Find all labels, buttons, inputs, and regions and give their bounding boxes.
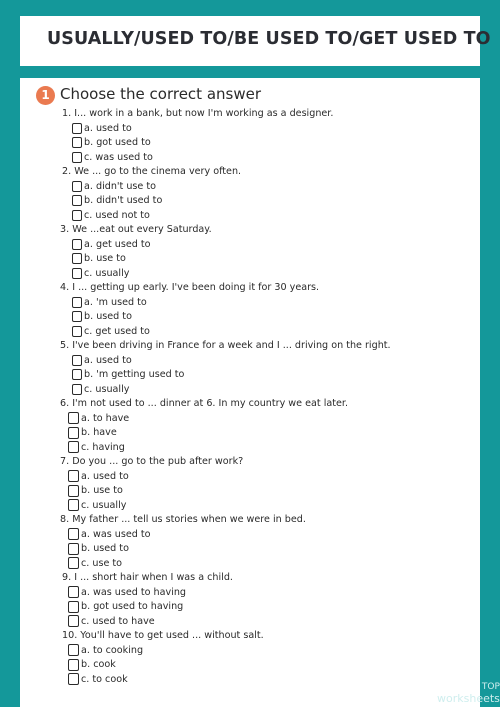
answer-option[interactable]	[72, 368, 184, 382]
answer-label: a. 'm used to	[84, 296, 147, 308]
answer-option[interactable]	[72, 121, 132, 135]
answer-checkbox[interactable]	[72, 326, 82, 337]
answer-label: b. cook	[81, 659, 116, 670]
worksheet-title: USUALLY/USED TO/BE USED TO/GET USED TO	[47, 29, 491, 49]
answer-checkbox[interactable]	[72, 137, 82, 148]
answer-checkbox[interactable]	[68, 557, 79, 569]
answer-label: c. usually	[84, 383, 130, 395]
answer-label: a. to cooking	[81, 644, 144, 656]
answer-option[interactable]	[72, 266, 129, 280]
answer-option[interactable]	[68, 600, 183, 614]
answer-label: b. didn't used to	[84, 195, 163, 206]
answer-checkbox[interactable]	[68, 673, 79, 685]
question-text: 4. I ... getting up early. I've been doing it for 30 years.	[60, 282, 320, 293]
answer-checkbox[interactable]	[68, 427, 79, 439]
question-text: 5. I've been driving in France for a week and I ... driving on the right.	[60, 340, 391, 351]
answer-option[interactable]	[72, 382, 129, 396]
answer-checkbox[interactable]	[68, 586, 79, 598]
answer-checkbox[interactable]	[68, 615, 79, 627]
answer-option[interactable]	[72, 208, 150, 222]
question-text: 1. I... work in a bank, but now I'm working as a designer.	[62, 108, 334, 119]
section-number-badge: 1	[36, 86, 55, 105]
answer-option[interactable]	[68, 469, 129, 483]
answer-option[interactable]	[68, 498, 126, 512]
answer-label: b. use to	[84, 253, 126, 264]
question-text: 3. We ...eat out every Saturday.	[60, 224, 212, 235]
answer-option[interactable]	[72, 237, 151, 251]
question-text: 2. We ... go to the cinema very often.	[62, 166, 242, 177]
answer-label: a. to have	[81, 412, 130, 424]
brand-line-top: TOP	[481, 682, 500, 692]
answer-option[interactable]	[72, 252, 126, 266]
answer-checkbox[interactable]	[68, 412, 79, 424]
answer-option[interactable]	[68, 411, 129, 425]
answer-label: a. used to	[84, 354, 132, 366]
answer-option[interactable]	[68, 527, 151, 541]
answer-label: a. used to	[84, 122, 132, 134]
answer-label: c. to cook	[81, 673, 128, 685]
answer-label: b. used to	[81, 543, 129, 554]
answer-option[interactable]	[72, 324, 150, 338]
answer-checkbox[interactable]	[72, 384, 82, 395]
answer-option[interactable]	[72, 179, 156, 193]
answer-option[interactable]	[72, 295, 147, 309]
answer-checkbox[interactable]	[72, 152, 82, 163]
answer-option[interactable]	[68, 484, 123, 498]
answer-option[interactable]	[68, 672, 128, 686]
answer-label: a. get used to	[84, 238, 151, 250]
answer-checkbox[interactable]	[72, 123, 82, 134]
answer-label: c. having	[81, 441, 125, 453]
answer-checkbox[interactable]	[72, 210, 82, 221]
question-text: 9. I ... short hair when I was a child.	[62, 572, 233, 583]
answer-option[interactable]	[68, 556, 122, 570]
answer-label: c. was used to	[84, 151, 153, 163]
answer-label: c. used not to	[84, 209, 150, 221]
answer-checkbox[interactable]	[68, 499, 79, 511]
answer-checkbox[interactable]	[68, 485, 79, 497]
answer-label: a. used to	[81, 470, 129, 482]
answer-option[interactable]	[72, 136, 151, 150]
answer-checkbox[interactable]	[68, 470, 79, 482]
answer-checkbox[interactable]	[68, 644, 79, 656]
answer-checkbox[interactable]	[72, 297, 82, 308]
answer-option[interactable]	[68, 643, 143, 657]
question-text: 10. You'll have to get used ... without salt.	[62, 630, 264, 641]
answer-option[interactable]	[72, 194, 162, 208]
answer-label: c. usually	[81, 499, 127, 511]
title-banner	[20, 16, 491, 66]
answer-label: b. got used to	[84, 137, 151, 148]
answer-label: a. was used to having	[81, 586, 187, 598]
answer-label: c. get used to	[84, 325, 150, 337]
answer-option[interactable]	[68, 585, 186, 599]
answer-option[interactable]	[68, 614, 155, 628]
answer-checkbox[interactable]	[72, 268, 82, 279]
answer-checkbox[interactable]	[68, 441, 79, 453]
answer-option[interactable]	[68, 440, 125, 454]
brand-line-bottom: worksheets	[437, 692, 500, 705]
answer-option[interactable]	[68, 542, 129, 556]
answer-checkbox[interactable]	[72, 181, 82, 192]
answer-checkbox[interactable]	[72, 239, 82, 250]
answer-checkbox[interactable]	[72, 311, 82, 322]
answer-checkbox[interactable]	[68, 659, 79, 671]
answer-label: c. used to have	[81, 615, 155, 627]
answer-checkbox[interactable]	[68, 601, 79, 613]
question-text: 7. Do you ... go to the pub after work?	[60, 456, 244, 467]
answer-checkbox[interactable]	[68, 543, 79, 555]
answer-option[interactable]	[68, 426, 117, 440]
answer-label: b. got used to having	[81, 601, 184, 612]
answer-label: b. used to	[84, 311, 132, 322]
answer-label: b. have	[81, 427, 117, 438]
answer-label: b. use to	[81, 485, 123, 496]
answer-checkbox[interactable]	[72, 355, 82, 366]
answer-label: a. didn't use to	[84, 180, 157, 192]
answer-option[interactable]	[72, 353, 132, 367]
answer-option[interactable]	[68, 658, 116, 672]
answer-option[interactable]	[72, 150, 153, 164]
question-text: 6. I'm not used to ... dinner at 6. In my country we eat later.	[60, 398, 349, 409]
question-text: 8. My father ... tell us stories when we were in bed.	[60, 514, 306, 525]
answer-checkbox[interactable]	[72, 195, 82, 206]
answer-label: b. 'm getting used to	[84, 369, 185, 380]
answer-label: c. use to	[81, 557, 123, 569]
answer-checkbox[interactable]	[68, 528, 79, 540]
answer-checkbox[interactable]	[72, 369, 82, 380]
answer-label: a. was used to	[81, 528, 151, 540]
section-title: Choose the correct answer	[60, 85, 261, 103]
answer-checkbox[interactable]	[72, 253, 82, 264]
answer-label: c. usually	[84, 267, 130, 279]
answer-option[interactable]	[72, 310, 132, 324]
brand-watermark	[437, 682, 500, 704]
